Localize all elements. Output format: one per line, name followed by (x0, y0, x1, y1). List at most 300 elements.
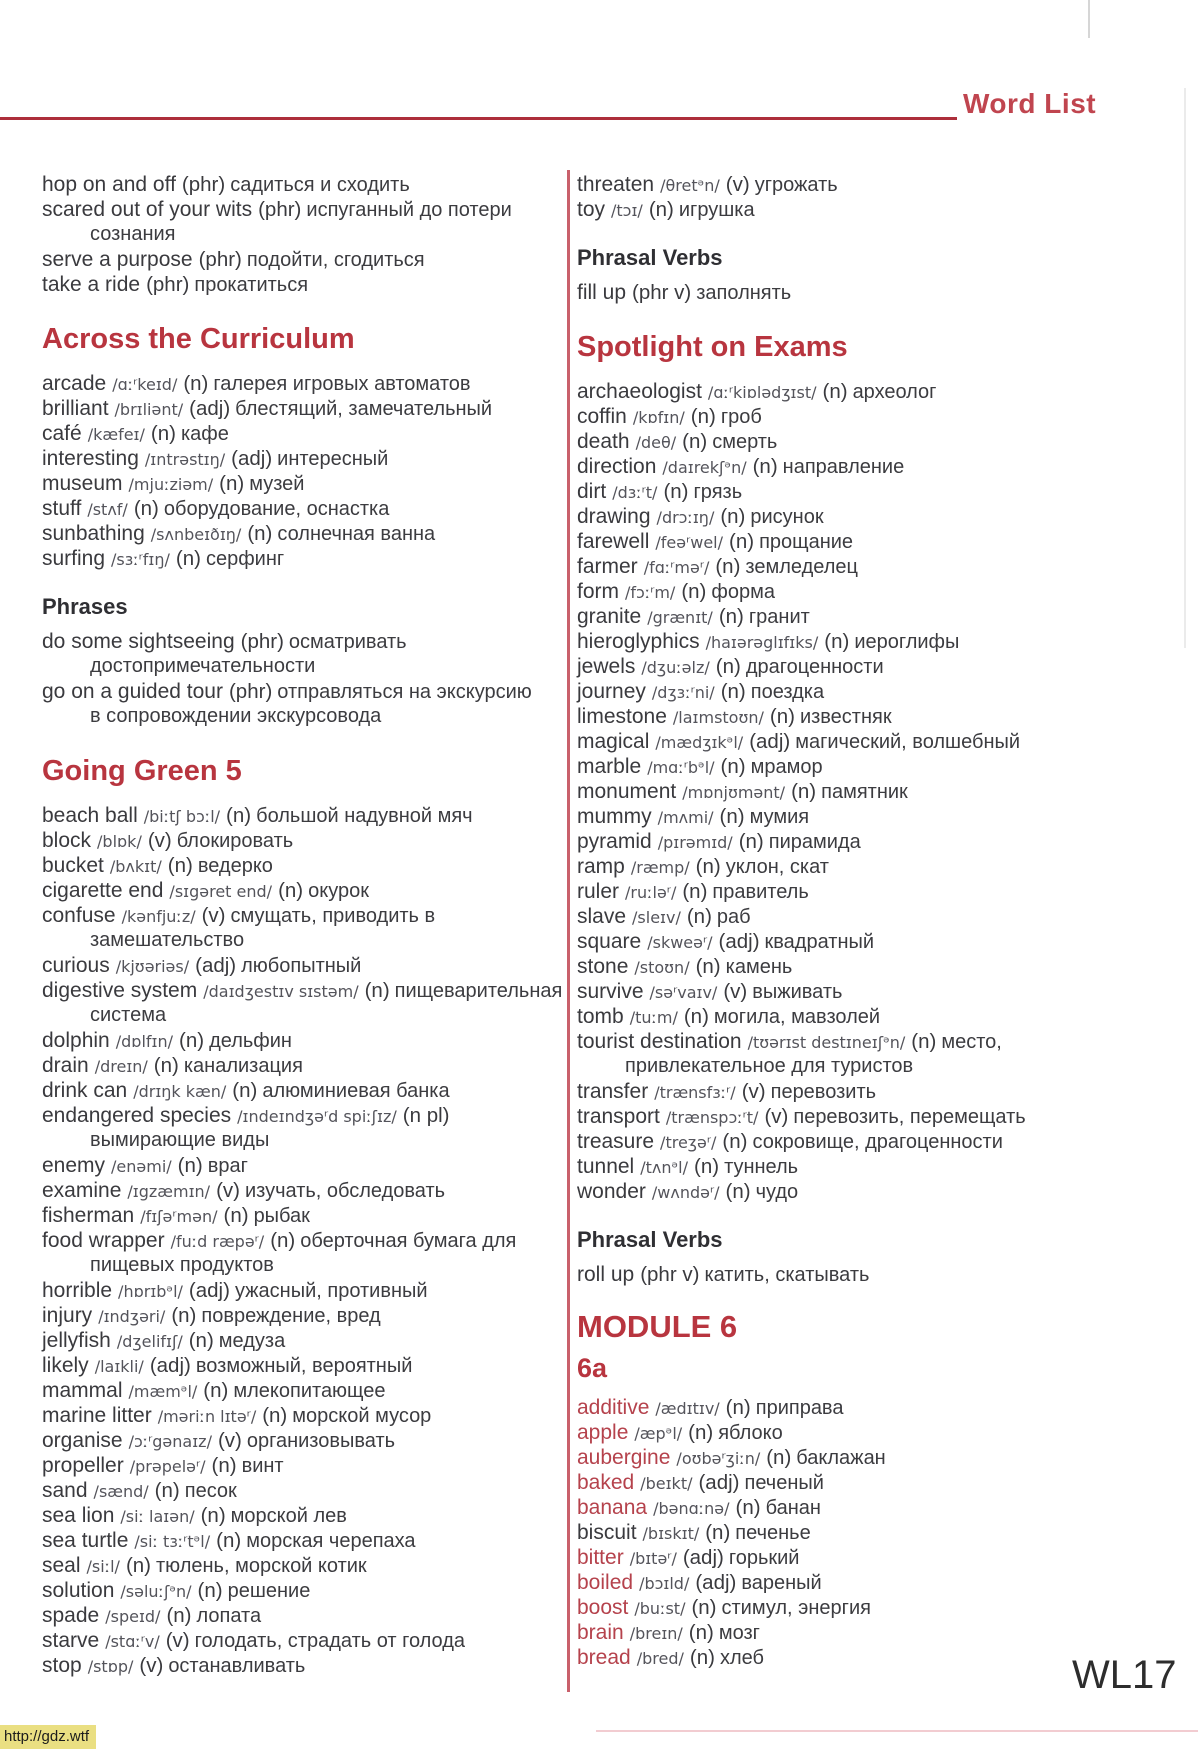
translation: магический, волшебный (795, 731, 1021, 753)
phonetic-transcription: /dɜːʳt/ (612, 483, 658, 502)
part-of-speech-label: (adj) (698, 1471, 740, 1494)
word-entry (577, 1004, 1189, 1029)
headword: fisherman (42, 1204, 135, 1227)
part-of-speech-label: (n) (183, 372, 209, 395)
phonetic-transcription: /wʌndəʳ/ (651, 1183, 720, 1202)
headword: boiled (577, 1571, 634, 1594)
translation: морской мусор (292, 1405, 432, 1427)
word-entry (577, 404, 1189, 429)
phonetic-transcription: /daɪrekʃᵊn/ (662, 458, 747, 477)
translation-continuation: сознания (90, 223, 176, 245)
translation: памятник (821, 781, 908, 803)
part-of-speech-label: (n) (911, 1030, 937, 1053)
phonetic-transcription: /breɪn/ (629, 1624, 683, 1643)
translation: винт (241, 1455, 284, 1477)
translation: вареный (741, 1572, 822, 1594)
phonetic-transcription: /beɪkt/ (640, 1474, 693, 1493)
phonetic-transcription: /treʒəʳ/ (660, 1133, 717, 1152)
part-of-speech-label: (n) (715, 555, 741, 578)
word-entry (42, 1578, 569, 1603)
phonetic-transcription: /ɔːʳgənaɪz/ (128, 1432, 212, 1451)
phonetic-transcription: /buːst/ (634, 1599, 686, 1618)
word-entry (577, 654, 1189, 679)
part-of-speech-label: (n) (725, 1396, 751, 1419)
phonetic-transcription: /skweəʳ/ (647, 933, 713, 952)
part-of-speech-label: (phr) (146, 273, 190, 296)
phonetic-transcription: /bɔɪld/ (639, 1574, 690, 1593)
part-of-speech-label: (n) (648, 198, 674, 221)
phonetic-transcription: /enəmi/ (111, 1157, 172, 1176)
part-of-speech-label: (n) (766, 1446, 792, 1469)
entry-group (42, 803, 569, 1678)
word-entry (577, 704, 1189, 729)
headword: granite (577, 605, 642, 628)
headword: pyramid (577, 830, 652, 853)
entry-group (577, 172, 1189, 222)
headword: do some sightseeing (42, 630, 235, 653)
submodule-heading: 6a (577, 1353, 608, 1383)
part-of-speech-label: (n) (682, 430, 708, 453)
headword: tunnel (577, 1155, 635, 1178)
translation: заполнять (696, 282, 792, 304)
module-heading: MODULE 6 (577, 1309, 738, 1344)
headword: interesting (42, 447, 139, 470)
word-entry (42, 396, 569, 421)
word-entry (42, 1603, 569, 1628)
phonetic-transcription: /fɪʃəʳmən/ (140, 1207, 218, 1226)
headword: stone (577, 955, 629, 978)
part-of-speech-label: (n) (681, 580, 707, 603)
part-of-speech-label: (n) (688, 1621, 714, 1644)
phonetic-transcription: /mʌmi/ (657, 808, 714, 827)
part-of-speech-label: (n) (278, 879, 304, 902)
headword: transport (577, 1105, 660, 1128)
phonetic-transcription: /grænɪt/ (647, 608, 713, 627)
translation: могила, мавзолей (713, 1006, 881, 1028)
sub-heading: Phrasal Verbs (577, 245, 723, 270)
translation: морская черепаха (246, 1530, 416, 1552)
page-number-label: WL17 (1072, 1653, 1177, 1697)
word-entry (577, 1420, 1189, 1445)
headword: café (42, 422, 82, 445)
headword: mummy (577, 805, 652, 828)
word-entry (42, 629, 569, 654)
translation: кафе (180, 423, 229, 445)
translation-continuation: привлекательное для туристов (625, 1055, 914, 1077)
translation: пищеварительная (394, 980, 563, 1002)
phonetic-transcription: /sleɪv/ (632, 908, 681, 927)
translation: поездка (750, 681, 825, 703)
word-entry (42, 1553, 569, 1578)
watermark-label: http://gdz.wtf (0, 1725, 96, 1749)
word-entry (577, 1262, 1189, 1287)
part-of-speech-label: (v) (165, 1629, 190, 1652)
phonetic-transcription: /blɒk/ (97, 832, 142, 851)
phonetic-transcription: /bənɑːnə/ (653, 1499, 730, 1518)
word-entry (42, 371, 569, 396)
headword: survive (577, 980, 644, 1003)
phonetic-transcription: /siː laɪən/ (120, 1507, 195, 1526)
headword: additive (577, 1396, 650, 1419)
translation: решение (227, 1580, 311, 1602)
entry-group (577, 1395, 1189, 1670)
part-of-speech-label: (adj) (189, 397, 231, 420)
word-entry (42, 1453, 569, 1478)
translation: ужасный, противный (234, 1280, 428, 1302)
phonetic-transcription: /stɑːʳv/ (105, 1632, 160, 1651)
translation: рыбак (253, 1205, 310, 1227)
translation: интересный (277, 448, 389, 470)
translation: блокировать (176, 830, 294, 852)
phonetic-transcription: /feəʳwel/ (655, 533, 723, 552)
translation: рисунок (750, 506, 824, 528)
word-entry (577, 554, 1189, 579)
word-entry (577, 1545, 1189, 1570)
word-entry (577, 1129, 1189, 1154)
word-entry (577, 1179, 1189, 1204)
word-entry (577, 197, 1189, 222)
phonetic-transcription: /deθ/ (635, 433, 677, 452)
part-of-speech-label: (n) (683, 1005, 709, 1028)
phonetic-transcription: /fuːd ræpəʳ/ (170, 1232, 265, 1251)
entry-group (577, 1262, 1189, 1287)
part-of-speech-label: (n) (171, 1304, 197, 1327)
headword: likely (42, 1354, 89, 1377)
headword: journey (577, 680, 646, 703)
translation: сокровище, драгоценности (752, 1131, 1003, 1153)
word-entry (577, 854, 1189, 879)
translation: окурок (308, 880, 369, 902)
headword: propeller (42, 1454, 124, 1477)
headword: block (42, 829, 92, 852)
translation: стимул, энергия (721, 1597, 871, 1619)
translation: морской лев (230, 1505, 347, 1527)
translation: грязь (693, 481, 743, 503)
part-of-speech-label: (n) (720, 755, 746, 778)
word-entry (42, 1653, 569, 1678)
phonetic-transcription: /fɑːʳməʳ/ (643, 558, 710, 577)
part-of-speech-label: (adj) (188, 1279, 230, 1302)
part-of-speech-label: (adj) (195, 954, 237, 977)
phonetic-transcription: /ɪndʒəri/ (98, 1307, 166, 1326)
translation: квадратный (764, 931, 875, 953)
part-of-speech-label: (phr) (198, 248, 242, 271)
headword: confuse (42, 904, 116, 927)
translation: камень (725, 956, 793, 978)
headword: horrible (42, 1279, 113, 1302)
part-of-speech-label: (v) (764, 1105, 789, 1128)
headword: surfing (42, 547, 106, 570)
translation: блестящий, замечательный (235, 398, 493, 420)
headword: marble (577, 755, 642, 778)
part-of-speech-label: (v) (217, 1429, 242, 1452)
part-of-speech-label: (n) (211, 1454, 237, 1477)
headword: museum (42, 472, 123, 495)
headword: baked (577, 1471, 635, 1494)
part-of-speech-label: (v) (139, 1654, 164, 1677)
headword: sea turtle (42, 1529, 129, 1552)
translation-continuation: вымирающие виды (90, 1129, 270, 1151)
part-of-speech-label: (n) (694, 1155, 720, 1178)
headword: transfer (577, 1080, 649, 1103)
part-of-speech-label: (phr) (228, 680, 273, 703)
headword: solution (42, 1579, 115, 1602)
entry-group (42, 172, 569, 297)
part-of-speech-label: (n) (188, 1329, 214, 1352)
word-entry (577, 1079, 1189, 1104)
phonetic-transcription: /drɔːɪŋ/ (656, 508, 715, 527)
word-entry (42, 521, 569, 546)
part-of-speech-label: (n) (688, 1421, 714, 1444)
part-of-speech-label: (phr v) (640, 1263, 700, 1286)
part-of-speech-label: (n) (769, 705, 795, 728)
entry-group (577, 280, 1189, 305)
part-of-speech-label: (n) (720, 505, 746, 528)
headword: treasure (577, 1130, 655, 1153)
headword: threaten (577, 173, 655, 196)
part-of-speech-label: (n) (691, 1596, 717, 1619)
part-of-speech-label: (v) (741, 1080, 766, 1103)
part-of-speech-label: (n) (705, 1521, 731, 1544)
part-of-speech-label: (v) (201, 904, 226, 927)
headword: scared out of your wits (42, 198, 253, 221)
phonetic-transcription: /ræmp/ (630, 858, 690, 877)
part-of-speech-label: (n) (682, 880, 708, 903)
headword: spade (42, 1604, 100, 1627)
phonetic-transcription: /tɔɪ/ (611, 201, 643, 220)
word-entry (42, 803, 569, 828)
translation-continuation: достопримечательности (90, 655, 316, 677)
right-column (577, 172, 1189, 1670)
translation: печеный (744, 1472, 824, 1494)
word-entry (42, 978, 569, 1003)
phonetic-transcription: /kɒfɪn/ (632, 408, 685, 427)
headword: slave (577, 905, 627, 928)
phonetic-transcription: /stɒp/ (87, 1657, 134, 1676)
word-entry (42, 1478, 569, 1503)
word-entry (577, 979, 1189, 1004)
headword: drain (42, 1054, 89, 1077)
translation: чудо (755, 1181, 799, 1203)
word-entry (42, 1228, 569, 1253)
translation: оберточная бумага для (300, 1230, 517, 1252)
section-heading: Going Green 5 (42, 755, 242, 787)
translation: большой надувной мяч (256, 805, 473, 827)
word-entry (577, 879, 1189, 904)
translation: хлеб (719, 1647, 764, 1669)
word-entry (42, 1403, 569, 1428)
part-of-speech-label: (n) (719, 805, 745, 828)
word-entry (42, 878, 569, 903)
part-of-speech-label: (n) (179, 1029, 205, 1052)
part-of-speech-label: (n) (689, 1646, 715, 1669)
word-entry (577, 629, 1189, 654)
headword: organise (42, 1429, 123, 1452)
phonetic-transcription: /səluːʃᵊn/ (120, 1582, 192, 1601)
phonetic-transcription: /drɪŋk kæn/ (133, 1082, 227, 1101)
headword: examine (42, 1179, 122, 1202)
translation: мозг (718, 1622, 760, 1644)
translation: баклажан (796, 1447, 886, 1469)
word-entry (577, 1595, 1189, 1620)
word-entry (42, 496, 569, 521)
word-entry (42, 1353, 569, 1378)
word-entry (577, 379, 1189, 404)
word-entry (577, 1395, 1189, 1420)
phonetic-transcription: /sʌnbeɪðɪŋ/ (150, 525, 242, 544)
headword: hop on and off (42, 173, 176, 196)
part-of-speech-label: (n) (125, 1554, 151, 1577)
part-of-speech-label: (n) (167, 854, 193, 877)
translation: серфинг (205, 548, 285, 570)
phonetic-transcription: /tʌnᵊl/ (640, 1158, 688, 1177)
headword: wonder (577, 1180, 646, 1203)
translation: мрамор (750, 756, 823, 778)
part-of-speech-label: (n) (153, 1054, 179, 1077)
headword: bucket (42, 854, 104, 877)
word-entry (577, 754, 1189, 779)
part-of-speech-label: (v) (725, 173, 750, 196)
headword: sea lion (42, 1504, 115, 1527)
word-entry (42, 1078, 569, 1103)
word-entry (577, 1495, 1189, 1520)
phonetic-transcription: /stoʊn/ (634, 958, 690, 977)
translation: выживать (752, 981, 843, 1003)
word-entry (577, 479, 1189, 504)
translation-continuation: система (90, 1004, 167, 1026)
part-of-speech-label: (n) (663, 480, 689, 503)
headword: limestone (577, 705, 667, 728)
phonetic-transcription: /dɒlfɪn/ (115, 1032, 173, 1051)
phonetic-transcription: /trænsfɜːʳ/ (654, 1083, 736, 1102)
headword: food wrapper (42, 1229, 165, 1252)
entry-group (577, 379, 1189, 1204)
translation: форма (711, 581, 775, 603)
translation: известняк (799, 706, 892, 728)
word-entry (42, 1053, 569, 1078)
headword: bitter (577, 1546, 624, 1569)
headword: seal (42, 1554, 81, 1577)
part-of-speech-label: (n) (226, 804, 252, 827)
phonetic-transcription: /ɑːʳkiɒlədʒɪst/ (707, 383, 817, 402)
phonetic-transcription: /pɪrəmɪd/ (657, 833, 733, 852)
part-of-speech-label: (n) (695, 855, 721, 878)
word-entry (42, 853, 569, 878)
translation: туннель (724, 1156, 799, 1178)
word-entry (577, 1154, 1189, 1179)
phonetic-transcription: /laɪkli/ (94, 1357, 144, 1376)
phonetic-transcription: /kjʊəriəs/ (115, 957, 190, 976)
phonetic-transcription: /laɪmstoʊn/ (672, 708, 764, 727)
translation: раб (716, 906, 751, 928)
word-entry (42, 272, 569, 297)
headword: drawing (577, 505, 651, 528)
translation: приправа (755, 1397, 844, 1419)
word-entry (42, 828, 569, 853)
phonetic-transcription: /daɪdʒestɪv sɪstəm/ (203, 982, 359, 1001)
word-entry (577, 529, 1189, 554)
part-of-speech-label: (adj) (718, 930, 760, 953)
part-of-speech-label: (n) (223, 1204, 249, 1227)
word-entry (577, 679, 1189, 704)
phonetic-transcription: /ɪntrəstɪŋ/ (144, 450, 226, 469)
page-title: Word List (963, 88, 1097, 119)
translation: смущать, приводить в (230, 905, 436, 927)
headword: farmer (577, 555, 638, 578)
left-column (42, 172, 569, 1678)
word-entry (577, 1470, 1189, 1495)
headword: brain (577, 1621, 624, 1644)
part-of-speech-label: (n) (824, 630, 850, 653)
phonetic-transcription: /haɪərəglɪfɪks/ (705, 633, 819, 652)
phonetic-transcription: /biːtʃ bɔːl/ (143, 807, 221, 826)
phonetic-transcription: /mɑːʳbᵊl/ (647, 758, 715, 777)
translation: млекопитающее (233, 1380, 386, 1402)
word-entry (42, 953, 569, 978)
part-of-speech-label: (n) (154, 1479, 180, 1502)
word-entry (577, 929, 1189, 954)
scan-artifact-bottom-line (596, 1730, 1198, 1732)
phonetic-transcription: /trænspɔːʳt/ (665, 1108, 759, 1127)
part-of-speech-label: (phr) (240, 630, 284, 653)
word-entry (577, 829, 1189, 854)
word-entry (577, 504, 1189, 529)
phonetic-transcription: /bɪtəʳ/ (629, 1549, 677, 1568)
translation: возможный, вероятный (195, 1355, 413, 1377)
word-entry (42, 421, 569, 446)
word-entry (577, 1445, 1189, 1470)
translation-continuation: в сопровождении экскурсовода (90, 705, 382, 727)
part-of-speech-label: (n) (690, 405, 716, 428)
translation: солнечная ванна (277, 523, 436, 545)
headword: endangered species (42, 1104, 232, 1127)
phonetic-transcription: /tʊərɪst destɪneɪʃᵊn/ (747, 1033, 906, 1052)
translation: подойти, сгодиться (246, 249, 425, 271)
phonetic-transcription: /sænd/ (93, 1482, 149, 1501)
headword: tomb (577, 1005, 624, 1028)
part-of-speech-label: (n) (270, 1229, 296, 1252)
word-entry (577, 172, 1189, 197)
headword: cigarette end (42, 879, 164, 902)
phonetic-transcription: /θretᵊn/ (660, 176, 720, 195)
phonetic-transcription: /ædɪtɪv/ (655, 1399, 720, 1418)
translation: правитель (712, 881, 809, 903)
headword: coffin (577, 405, 627, 428)
translation: галерея игровых автоматов (213, 373, 471, 395)
part-of-speech-label: (n) (219, 472, 245, 495)
headword: tourist destination (577, 1030, 742, 1053)
word-entry (577, 904, 1189, 929)
phonetic-transcription: /mæmᵊl/ (128, 1382, 198, 1401)
part-of-speech-label: (v) (723, 980, 748, 1003)
word-entry (42, 471, 569, 496)
translation-continuation: замешательство (90, 929, 245, 951)
part-of-speech-label: (n) (720, 680, 746, 703)
translation: прощание (759, 531, 854, 553)
phonetic-transcription: /mædʒɪkᵊl/ (655, 733, 744, 752)
phonetic-transcription: /sɪgəret end/ (169, 882, 273, 901)
word-entry (577, 804, 1189, 829)
phonetic-transcription: /fɔːʳm/ (625, 583, 676, 602)
part-of-speech-label: (adj) (149, 1354, 191, 1377)
phonetic-transcription: /ɪndeɪndʒəʳd spiːʃɪz/ (237, 1107, 397, 1126)
part-of-speech-label: (n) (133, 497, 159, 520)
translation: направление (782, 456, 905, 478)
phonetic-transcription: /kæfeɪ/ (87, 425, 145, 444)
phonetic-transcription: /bred/ (636, 1649, 684, 1668)
translation: гранит (748, 606, 810, 628)
part-of-speech-label: (v) (147, 829, 172, 852)
